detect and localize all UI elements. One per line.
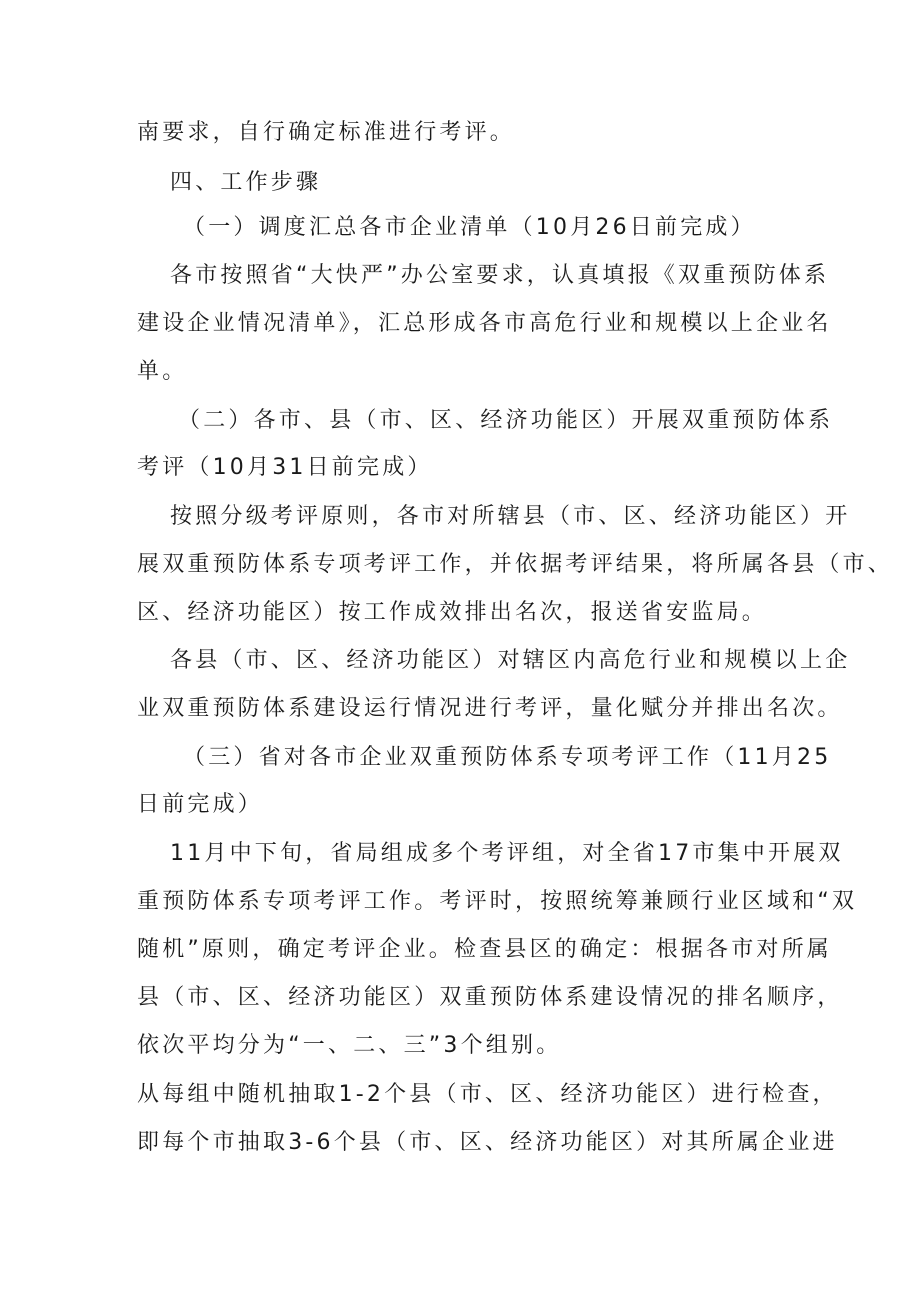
text-line-15: 日前完成） <box>137 792 264 817</box>
text-line-9: 按照分级考评原则，各市对所辖县（市、区、经济功能区）开 <box>170 504 851 529</box>
text-line-12: 各县（市、区、经济功能区）对辖区内高危行业和规模以上企 <box>170 648 851 673</box>
text-line-1: 南要求，自行确定标准进行考评。 <box>137 120 516 145</box>
text-line-6: 单。 <box>137 359 188 384</box>
text-line-11: 区、经济功能区）按工作成效排出名次，报送省安监局。 <box>137 600 768 625</box>
subheading-3: （三）省对各市企业双重预防体系专项考评工作（11月25 <box>183 745 832 770</box>
text-line-10: 展双重预防体系专项考评工作，并依据考评结果，将所属各县（市、 <box>137 552 894 577</box>
text-line-18: 随机”原则，确定考评企业。检查县区的确定：根据各市对所属 <box>137 937 832 962</box>
subheading-1: （一）调度汇总各市企业清单（10月26日前完成） <box>183 215 756 240</box>
subheading-2: （二）各市、县（市、区、经济功能区）开展双重预防体系 <box>178 408 834 433</box>
section-heading-4: 四、工作步骤 <box>170 170 322 195</box>
text-line-20: 依次平均分为“一、二、三”3个组别。 <box>137 1033 562 1058</box>
text-line-5: 建设企业情况清单》，汇总形成各市高危行业和规模以上企业名 <box>137 311 832 336</box>
text-line-21: 从每组中随机抽取1-2个县（市、区、经济功能区）进行检查， <box>137 1082 838 1107</box>
text-line-19: 县（市、区、经济功能区）双重预防体系建设情况的排名顺序， <box>137 985 843 1010</box>
text-line-17: 重预防体系专项考评工作。考评时，按照统筹兼顾行业区域和“双 <box>137 889 858 914</box>
text-line-13: 业双重预防体系建设运行情况进行考评，量化赋分并排出名次。 <box>137 696 843 721</box>
text-line-4: 各市按照省“大快严”办公室要求，认真填报《双重预防体系 <box>170 263 830 288</box>
text-line-8: 考评（10月31日前完成） <box>137 455 433 480</box>
text-line-22: 即每个市抽取3-6个县（市、区、经济功能区）对其所属企业进 <box>137 1130 838 1155</box>
text-line-16: 11月中下旬，省局组成多个考评组，对全省17市集中开展双 <box>170 841 844 866</box>
